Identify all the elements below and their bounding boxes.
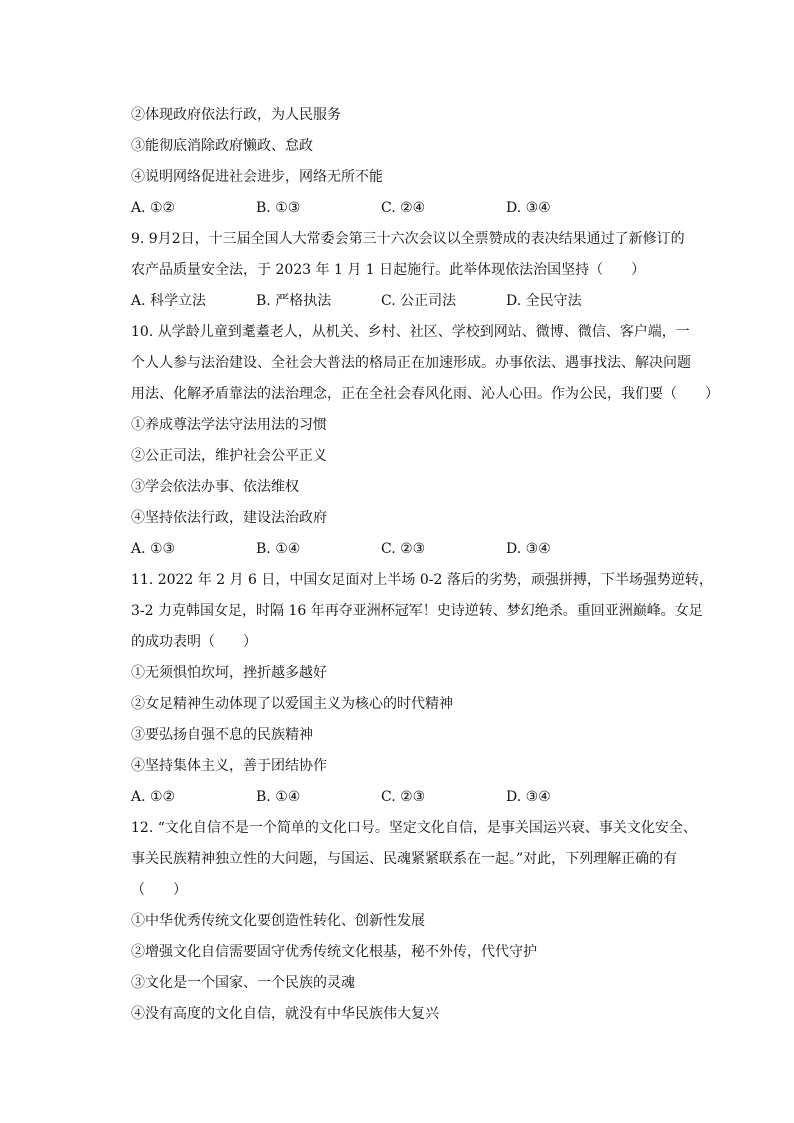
q11-options	[131, 782, 698, 813]
q9-option-d: D. 全民守法	[506, 293, 582, 309]
q8-option-d: D. ③④	[506, 200, 551, 216]
q11-stem-line: 的成功表明（ ）	[131, 634, 257, 650]
q11-option-b: B. ①④	[256, 789, 301, 805]
q10-option-c: C. ②③	[381, 541, 426, 557]
q10-item-2: ②公正司法，维护社会公平正义	[131, 448, 327, 464]
q12-stem-line: 12. “文化自信不是一个简单的文化口号。坚定文化自信，是事关国运兴衰、事关文化安全、	[131, 820, 697, 836]
q10-stem-line: 用法、化解矛盾靠法的法治理念，正在全社会春风化雨、沁人心田。作为公民，我们要（ ）	[131, 386, 719, 402]
question-11	[131, 565, 713, 813]
q12-item-4: ④没有高度的文化自信，就没有中华民族伟大复兴	[131, 1006, 439, 1022]
q11-option-c: C. ②③	[381, 789, 426, 805]
q11-item-3: ③要弘扬自强不息的民族精神	[131, 727, 313, 743]
q11-item-4: ④坚持集体主义，善于团结协作	[131, 758, 327, 774]
q10-item-3: ③学会依法办事、依法维权	[131, 479, 299, 495]
q11-option-d: D. ③④	[506, 789, 551, 805]
q12-item-2: ②增强文化自信需要固守优秀传统文化根基，秘不外传，代代守护	[131, 944, 537, 960]
q12-item-3: ③文化是一个国家、一个民族的灵魂	[131, 975, 355, 991]
q12-item-1: ①中华优秀传统文化要创造性转化、创新性发展	[131, 913, 425, 929]
q9-stem-line: 农产品质量安全法，于 2023 年 1 月 1 日起施行。此举体现依法治国坚持（ ）	[131, 262, 646, 278]
q9-option-c: C. 公正司法	[381, 293, 457, 309]
q11-item-1: ①无须惧怕坎坷，挫折越多越好	[131, 665, 327, 681]
q10-options	[131, 534, 698, 565]
q8-item-4: ④说明网络促进社会进步，网络无所不能	[131, 169, 383, 185]
question-10	[131, 317, 719, 565]
q9-stem-line: 9. 9月2日，十三届全国人大常委会第三十六次会议以全票赞成的表决结果通过了新修订的	[131, 231, 685, 247]
q10-item-4: ④坚持依法行政，建设法治政府	[131, 510, 327, 526]
question-12	[131, 813, 698, 1030]
q10-option-a: A. ①③	[131, 541, 176, 557]
q10-item-1: ①养成尊法学法守法用法的习惯	[131, 417, 327, 433]
q8-option-b: B. ①③	[256, 200, 301, 216]
page-content	[131, 100, 719, 1030]
q10-stem-line: 个人人参与法治建设、全社会大普法的格局正在加速形成。办事依法、遇事找法、解决问题	[131, 355, 691, 371]
q8-options	[131, 193, 698, 224]
q12-stem-line: 事关民族精神独立性的大问题，与国运、民魂紧紧联系在一起。”对此，下列理解正确的有	[131, 851, 678, 867]
q10-option-d: D. ③④	[506, 541, 551, 557]
q8-option-c: C. ②④	[381, 200, 426, 216]
q8-item-2: ②体现政府依法行政，为人民服务	[131, 107, 341, 123]
q8-option-a: A. ①②	[131, 200, 176, 216]
q9-option-b: B. 严格执法	[256, 293, 332, 309]
q11-stem-line: 11. 2022 年 2 月 6 日，中国女足面对上半场 0-2 落后的劣势，顽强拼搏，下半场强势逆转，	[131, 572, 713, 588]
question-8-tail	[131, 100, 698, 224]
q9-option-a: A. 科学立法	[131, 293, 207, 309]
q12-stem-line: （ ）	[131, 882, 187, 898]
q11-item-2: ②女足精神生动体现了以爱国主义为核心的时代精神	[131, 696, 453, 712]
q11-stem-line: 3-2 力克韩国女足，时隔 16 年再夺亚洲杯冠军！史诗逆转、梦幻绝杀。重回亚洲巅峰。女足	[131, 603, 703, 619]
q10-option-b: B. ①④	[256, 541, 301, 557]
q9-options	[131, 286, 698, 317]
q8-item-3: ③能彻底消除政府懒政、怠政	[131, 138, 313, 154]
question-9	[131, 224, 698, 317]
q11-option-a: A. ①②	[131, 789, 176, 805]
q10-stem-line: 10. 从学龄儿童到耄耋老人，从机关、乡村、社区、学校到网站、微博、微信、客户端，一	[131, 324, 690, 340]
